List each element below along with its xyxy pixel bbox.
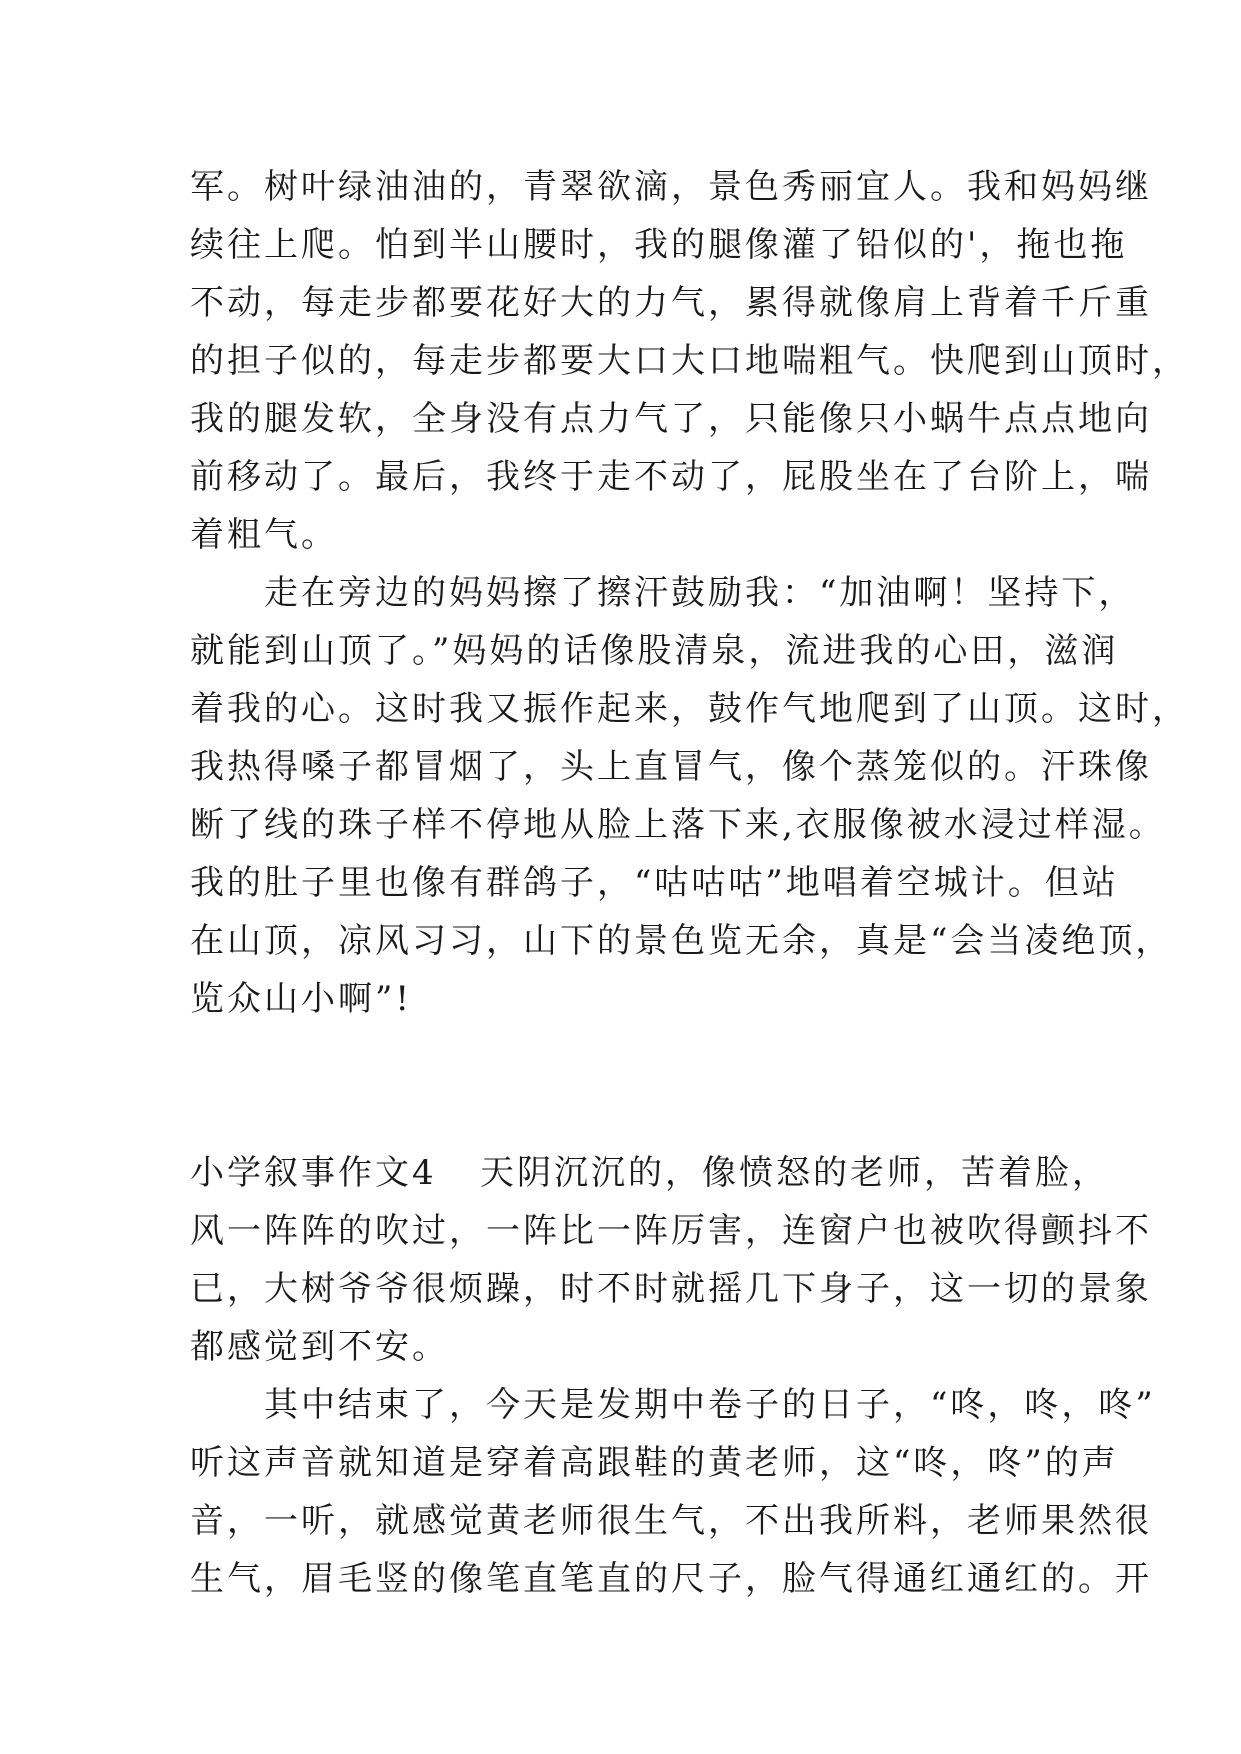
text-line: 就能到山顶了。”妈妈的话像股清泉，流进我的心田，滋润: [190, 631, 1119, 671]
section-gap: [190, 1028, 1060, 1144]
text-fragment: 天阴沉沉的，像愤怒的老师，苦着脸，: [480, 1153, 1109, 1193]
paragraph-climbing: [190, 158, 1189, 564]
text-line: 听这声音就知道是穿着高跟鞋的黄老师，这“咚，咚”的声: [190, 1443, 1119, 1483]
text-line: 音，一听，就感觉黄老师很生气，不出我所料，老师果然很: [190, 1501, 1152, 1541]
text-line: 着粗气。: [190, 515, 338, 555]
text-line: 的担子似的，每走步都要大口大口地喘粗气。快爬到山顶时，: [190, 341, 1189, 381]
essay-heading: 小学叙事作文4: [190, 1153, 437, 1193]
paragraph-exam-papers: [190, 1376, 1156, 1608]
text-line: 续往上爬。怕到半山腰时，我的腿像灌了铅似的'，拖也拖: [190, 225, 1128, 265]
text-line: 断了线的珠子样不停地从脸上落下来,衣服像被水浸过样湿。: [190, 805, 1166, 845]
text-line: 已，大树爷爷很烦躁，时不时就摇几下身子，这一切的景象: [190, 1269, 1152, 1309]
text-line: 走在旁边的妈妈擦了擦汗鼓励我：“加油啊！坚持下，: [190, 573, 1136, 613]
text-line: 览众山小啊”!: [190, 979, 413, 1019]
text-line: [190, 1144, 1109, 1202]
text-line: 都感觉到不安。: [190, 1327, 449, 1367]
text-line: 我的肚子里也像有群鸽子，“咕咕咕”地唱着空城计。但站: [190, 863, 1119, 903]
text-line: 生气，眉毛竖的像笔直笔直的尺子，脸气得通红通红的。开: [190, 1559, 1152, 1599]
document-body: [190, 158, 1189, 1608]
paragraph-mother-encourages: [190, 564, 1189, 1028]
text-line: 我的腿发软，全身没有点力气了，只能像只小蜗牛点点地向: [190, 399, 1152, 439]
text-line: 其中结束了，今天是发期中卷子的日子，“咚，咚，咚”: [190, 1385, 1156, 1425]
text-line: 不动，每走步都要花好大的力气，累得就像肩上背着千斤重: [190, 283, 1152, 323]
text-line: 在山顶，凉风习习，山下的景色览无余，真是“会当凌绝顶，: [190, 921, 1173, 961]
text-line: 我热得嗓子都冒烟了，头上直冒气，像个蒸笼似的。汗珠像: [190, 747, 1152, 787]
text-line: 军。树叶绿油油的，青翠欲滴，景色秀丽宜人。我和妈妈继: [190, 167, 1152, 207]
text-line: 风一阵阵的吹过，一阵比一阵厉害，连窗户也被吹得颤抖不: [190, 1211, 1152, 1251]
paragraph-essay-4-intro: [190, 1144, 1152, 1376]
text-line: 着我的心。这时我又振作起来，鼓作气地爬到了山顶。这时，: [190, 689, 1189, 729]
text-line: 前移动了。最后，我终于走不动了，屁股坐在了台阶上，喘: [190, 457, 1152, 497]
